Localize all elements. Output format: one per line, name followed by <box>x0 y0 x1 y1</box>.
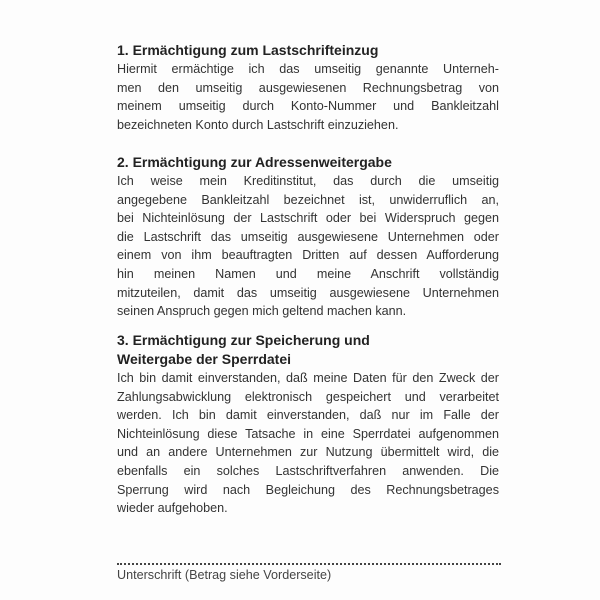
section-body <box>117 60 499 134</box>
section-heading-line: 3. Ermächtigung zur Speicherung und <box>117 332 370 348</box>
body-line: mitzuteilen, damit das umseitig ausgewiesene Unternehmen <box>117 285 499 300</box>
section-address-disclosure <box>117 153 499 321</box>
section-direct-debit-authorization <box>117 41 499 134</box>
body-line: die Lastschrift das umseitig ausgewiesene Unternehmen oder <box>117 229 499 244</box>
body-line: meinem umseitig durch Konto-Nummer und Bankleitzahl <box>117 99 499 114</box>
body-line: Sperrung wird nach Begleichung des Rechnungsbetrages <box>117 482 499 497</box>
section-body <box>117 369 499 518</box>
body-line: bei Nichteinlösung der Lastschrift oder bei Widerspruch gegen <box>117 211 499 226</box>
section-heading-line: Weitergabe der Sperrdatei <box>117 351 292 367</box>
section-blocklist-storage <box>117 331 499 518</box>
body-line: men den umseitig ausgewiesenen Rechnungsbetrag von <box>117 80 499 95</box>
body-line: Zahlungsabwicklung elektronisch gespeichert und verarbeitet <box>117 389 499 404</box>
section-heading: 2. Ermächtigung zur Adressenweitergabe <box>117 154 392 170</box>
section-heading <box>117 331 499 369</box>
body-line: hin meinen Namen und meine Anschrift vollständig <box>117 266 499 281</box>
body-line: wieder aufgehoben. <box>117 501 228 516</box>
body-line: angegebene Bankleitzahl bezeichnet ist, unwiderruflich an, <box>117 192 499 207</box>
body-line: bezeichneten Konto durch Lastschrift einzuziehen. <box>117 117 399 132</box>
signature-line[interactable] <box>117 563 501 565</box>
body-line: und an andere Unternehmen zur Nutzung übermittelt wird, die <box>117 445 499 460</box>
section-heading: 1. Ermächtigung zum Lastschrifteinzug <box>117 42 379 58</box>
body-line: einem von ihm beauftragten Dritten auf dessen Aufforderung <box>117 248 499 263</box>
body-line: Hiermit ermächtige ich das umseitig genannte Unterneh- <box>117 62 499 76</box>
body-line: ebenfalls ein solches Lastschriftverfahren anwenden. Die <box>117 463 499 478</box>
signature-label: Unterschrift (Betrag siehe Vorderseite) <box>117 568 332 582</box>
body-line: werden. Ich bin damit einverstanden, daß nur im Falle der <box>117 408 499 423</box>
body-line: Nichteinlösung diese Tatsache in eine Sperrdatei aufgenommen <box>117 426 499 441</box>
body-line: seinen Anspruch gegen mich geltend machen kann. <box>117 304 407 319</box>
body-line: Ich weise mein Kreditinstitut, das durch die umseitig <box>117 174 499 188</box>
body-line: Ich bin damit einverstanden, daß meine Daten für den Zweck der <box>117 371 499 385</box>
section-body <box>117 172 499 321</box>
